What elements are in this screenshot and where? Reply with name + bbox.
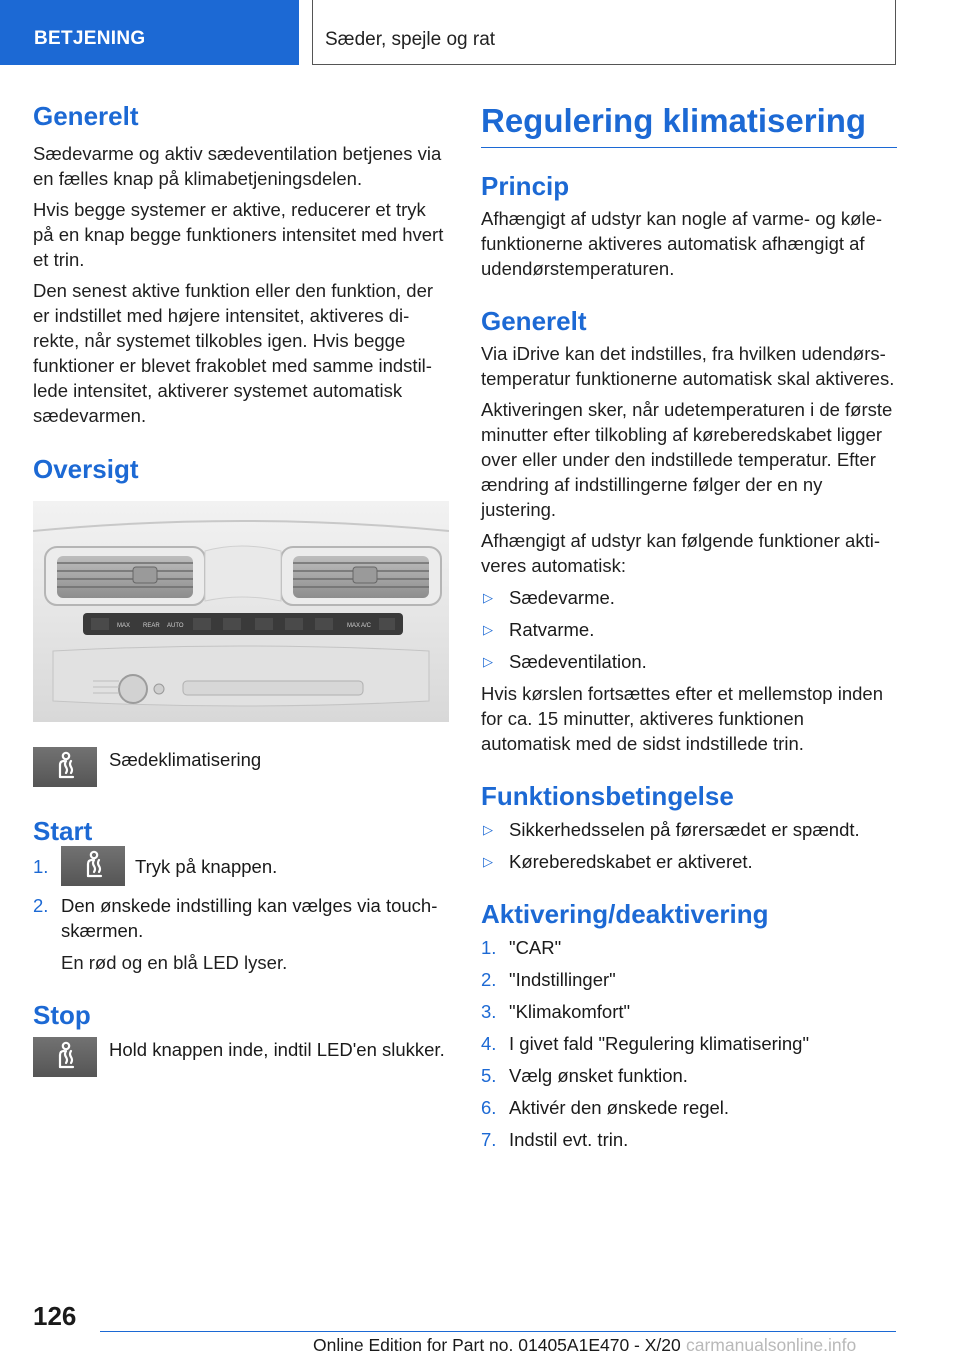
generelt-right-paragraph-1: Via iDrive kan det indstilles, fra hvilken udendørstemperatur funktionerne automatisk skal aktiveres. — [481, 343, 895, 389]
step-text: Den ønskede indstilling kan vælges via touchskærmen. — [61, 895, 438, 941]
header-chapter-box — [312, 0, 896, 65]
caption-text: Sædeklimatisering — [109, 749, 262, 770]
start-note: En rød og en blå LED lyser. — [61, 952, 288, 973]
stop-text: Hold knappen inde, indtil LED'en slukker. — [109, 1039, 445, 1060]
photo-label-rear: REAR — [143, 623, 160, 629]
stop-row — [33, 1037, 449, 1077]
right-column — [481, 100, 897, 1152]
list-item: 7. Indstil evt. trin. — [481, 1129, 629, 1150]
watermark: carmanualsonline.info — [686, 1335, 857, 1355]
triangle-bullet-icon: ▷ — [483, 822, 493, 837]
list-item: 5. Vælg ønsket funktion. — [481, 1065, 688, 1086]
header-chapter-label: Sæder, spejle og rat — [325, 29, 496, 50]
page-number: 126 — [33, 1301, 77, 1331]
stop-heading: Stop — [33, 1000, 91, 1030]
seat-climate-icon — [61, 846, 125, 886]
generelt-right-after: Hvis kørslen fortsættes efter et mellemstop inden for ca. 15 minutter, aktiveres funktionen automatisk med de sidst indstillede trin. — [481, 683, 884, 754]
photo-label-auto: AUTO — [167, 623, 184, 629]
step-number: 1. — [33, 856, 49, 877]
photo-label-ac: A/C — [361, 623, 372, 629]
princip-text: Afhængigt af udstyr kan nogle af varme- og kølefunktionerne aktiveres automatisk afhængigt af udendørstemperaturen. — [481, 208, 883, 279]
caption-row — [33, 747, 449, 787]
list-item: ▷ Sædevarme. — [483, 587, 615, 608]
list-item — [33, 893, 449, 943]
climate-panel-photo — [33, 501, 449, 722]
generelt-paragraph-1: Sædevarme og aktiv sædeventilation betjenes via en fælles knap på klimabetjeningsdelen. — [33, 143, 442, 189]
header-section-tab — [0, 0, 299, 65]
princip-heading: Princip — [481, 171, 570, 201]
triangle-bullet-icon: ▷ — [483, 622, 493, 637]
start-steps — [33, 854, 449, 943]
generelt-right-heading: Generelt — [481, 306, 587, 336]
list-item — [33, 854, 449, 886]
generelt-right-paragraph-2: Aktiveringen sker, når udetemperaturen i de første minutter efter tilkobling af køreberedskabet ligger over eller under den indstillede temperatur. Efter ændring af indstillingerne følger der en ny justering. — [481, 399, 893, 520]
list-item: ▷ Køreberedskabet er aktiveret. — [483, 851, 753, 872]
generelt-right-paragraph-3: Afhængigt af udstyr kan følgende funktioner aktiveres automatisk: — [481, 530, 881, 576]
auto-functions-list — [481, 585, 897, 674]
funktion-heading: Funktionsbetingelse — [481, 781, 734, 811]
footer-edition: Online Edition for Part no. 01405A1E470 - X/20 — [313, 1335, 681, 1355]
list-item: 4. I givet fald "Regulering klimatisering" — [481, 1033, 810, 1054]
photo-label-max: MAX — [117, 623, 131, 629]
aktivering-steps — [481, 935, 897, 1152]
page-title: Regulering klimatisering — [481, 100, 897, 148]
start-heading: Start — [33, 816, 93, 846]
list-item: ▷ Ratvarme. — [483, 619, 595, 640]
list-item: 2. "Indstillinger" — [481, 969, 616, 990]
footer-divider — [100, 1331, 896, 1332]
list-item: 6. Aktivér den ønskede regel. — [481, 1097, 730, 1118]
generelt-paragraph-2: Hvis begge systemer er aktive, reducerer et tryk på en knap begge funktioners intensitet med hvert et trin. — [33, 199, 444, 270]
oversigt-heading: Oversigt — [33, 454, 139, 484]
funktion-list — [481, 817, 897, 874]
left-column — [33, 100, 449, 1077]
generelt-paragraph-3: Den senest aktive funktion eller den funktion, der er indstillet med højere intensitet, aktiveres direkte, når systemet tilkobles igen. Hvis begge funktioner er blevet frakoblet med samme indstillede intensitet, aktiverer systemet automatisk sædevarmen. — [33, 280, 434, 426]
generelt-heading: Generelt — [33, 101, 139, 131]
list-item: ▷ Sædeventilation. — [483, 651, 647, 672]
header-section-label: BETJENING — [34, 28, 146, 49]
list-item: ▷ Sikkerhedsselen på førersædet er spændt. — [483, 819, 860, 840]
aktivering-heading: Aktivering/deaktivering — [481, 899, 769, 929]
step-text: Tryk på knappen. — [135, 856, 278, 877]
photo-label-max-ac: MAX — [347, 623, 361, 629]
list-item: 3. "Klimakomfort" — [481, 1001, 631, 1022]
step-number: 2. — [33, 895, 49, 916]
triangle-bullet-icon: ▷ — [483, 654, 493, 669]
seat-climate-icon — [33, 747, 97, 787]
triangle-bullet-icon: ▷ — [483, 590, 493, 605]
seat-climate-icon — [33, 1037, 97, 1077]
triangle-bullet-icon: ▷ — [483, 854, 493, 869]
list-item: 1. "CAR" — [481, 937, 562, 958]
